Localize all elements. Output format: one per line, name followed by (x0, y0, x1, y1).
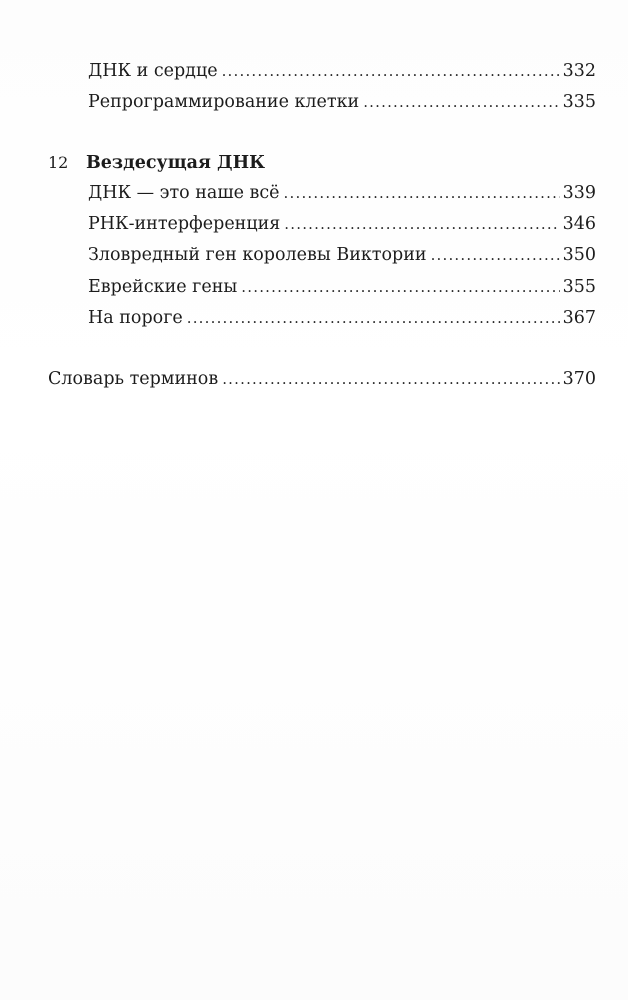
chapter-number: 12 (48, 153, 69, 172)
toc-entry[interactable] (88, 213, 596, 235)
dot-leader (222, 368, 559, 390)
toc-entry-title: Зловредный ген королевы Виктории (88, 245, 427, 265)
toc-entry[interactable] (88, 182, 596, 204)
toc-entry-page: 367 (562, 308, 596, 328)
toc-entry-title: Еврейские гены (88, 277, 238, 297)
toc-entry-title: ДНК — это наше всё (88, 183, 280, 203)
toc-entry-page: 370 (562, 369, 596, 389)
chapter-title: Вездесущая ДНК (86, 153, 266, 173)
toc-entry-glossary[interactable] (48, 368, 596, 390)
toc-entry-page: 332 (562, 61, 596, 81)
toc-entry-title: На пороге (88, 308, 183, 328)
toc-entry-page: 350 (562, 245, 596, 265)
toc-entry[interactable] (88, 91, 596, 113)
toc-entry[interactable] (88, 307, 596, 329)
toc-entry-title: ДНК и сердце (88, 61, 218, 81)
toc-entry-title: Словарь терминов (48, 369, 219, 389)
toc-entry-page: 346 (562, 214, 596, 234)
toc-entry[interactable] (88, 244, 596, 266)
toc-entry-title: РНК-интерференция (88, 214, 281, 234)
toc-entry[interactable] (88, 276, 596, 298)
chapter-heading[interactable] (48, 152, 265, 174)
toc-entry-page: 339 (562, 183, 596, 203)
toc-entry[interactable] (88, 60, 596, 82)
dot-leader (222, 60, 560, 82)
dot-leader (363, 91, 559, 113)
dot-leader (284, 182, 560, 204)
toc-entry-page: 355 (562, 277, 596, 297)
toc-entry-title: Репрограммирование клетки (88, 92, 360, 112)
dot-leader (431, 244, 560, 266)
dot-leader (187, 307, 560, 329)
toc-entry-page: 335 (562, 92, 596, 112)
dot-leader (241, 276, 559, 298)
dot-leader (284, 213, 559, 235)
